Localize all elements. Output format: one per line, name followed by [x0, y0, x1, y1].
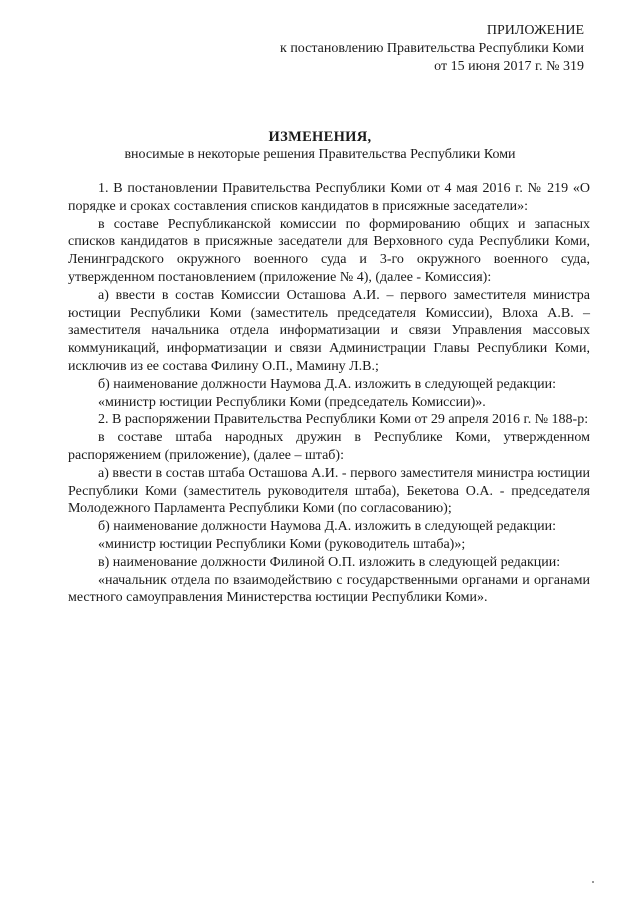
- document-subtitle: вносимые в некоторые решения Правительства Республики Коми: [124, 147, 516, 162]
- appendix-header: [280, 22, 584, 76]
- title-block: [0, 128, 640, 164]
- appendix-resolution-ref: к постановлению Правительства Республики Коми: [280, 41, 584, 56]
- paragraph-4: б) наименование должности Наумова Д.А. изложить в следующей редакции:: [98, 376, 557, 392]
- scan-speck: [592, 881, 594, 883]
- paragraph-2: в составе Республиканской комиссии по формированию общих и запасных списков кандидатов в присяжные заседатели для Верховного суда Республики Коми, Ленинградского окружного военного суда и 3-го окружного военного суда, утвержденном постановлением (приложение № 4), (далее - Комиссия):: [68, 216, 590, 285]
- paragraph-5: «министр юстиции Республики Коми (председатель Комиссии)».: [98, 394, 486, 410]
- paragraph-11: в) наименование должности Филиной О.П. изложить в следующей редакции:: [98, 554, 561, 570]
- paragraph-12: «начальник отдела по взаимодействию с государственными органами и органами местного самоуправления Министерства юстиции Республики Коми».: [68, 572, 590, 606]
- document-body: [68, 180, 590, 607]
- paragraph-6: 2. В распоряжении Правительства Республики Коми от 29 апреля 2016 г. № 188-р:: [98, 412, 589, 428]
- paragraph-1: 1. В постановлении Правительства Республики Коми от 4 мая 2016 г. № 219 «О порядке и сроках составления списков кандидатов в присяжные заседатели»:: [68, 181, 590, 214]
- paragraph-8: а) ввести в состав штаба Осташова А.И. - первого заместителя министра юстиции Республики Коми (заместитель руководителя штаба), Бекетова О.А. - председателя Молодежного Парламента Республики Коми (по согласованию);: [68, 465, 590, 517]
- appendix-date-number: от 15 июня 2017 г. № 319: [434, 59, 584, 74]
- paragraph-3: а) ввести в состав Комиссии Осташова А.И. – первого заместителя министра юстиции Республики Коми (заместитель председателя Комиссии), Влоха А.В. – заместителя начальника отдела информатизации и связи Управления массовых коммуникаций, информатизации и связи Администрации Главы Республики Коми, исключив из ее состава Филину О.П., Мамину Л.В.;: [68, 287, 590, 374]
- paragraph-7: в составе штаба народных дружин в Республике Коми, утвержденном распоряжением (приложение), (далее – штаб):: [68, 430, 590, 463]
- paragraph-9: б) наименование должности Наумова Д.А. изложить в следующей редакции:: [98, 519, 557, 535]
- appendix-label: ПРИЛОЖЕНИЕ: [486, 23, 584, 38]
- document-title: ИЗМЕНЕНИЯ,: [268, 129, 372, 145]
- paragraph-10: «министр юстиции Республики Коми (руководитель штаба)»;: [98, 536, 466, 552]
